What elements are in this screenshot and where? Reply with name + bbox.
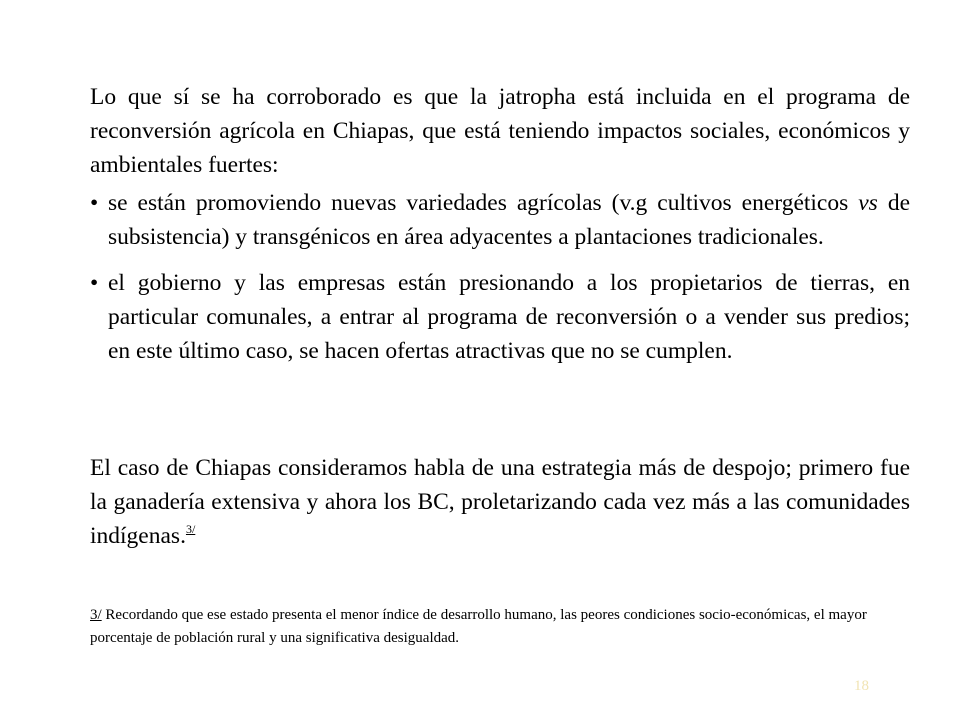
footnote-marker: 3/	[90, 607, 102, 623]
bullet-item-government-pressure	[90, 266, 910, 368]
bullet-text-part1: se están promoviendo nuevas variedades agrícolas (v.g cultivos energéticos	[108, 190, 859, 216]
conclusion-paragraph	[90, 451, 910, 553]
page-number: 18	[854, 678, 869, 694]
bullet-list	[90, 186, 910, 380]
footnote-text: Recordando que ese estado presenta el menor índice de desarrollo humano, las peores condiciones socio-económicas, el mayor porcentaje de población rural y una significativa desigualdad.	[90, 607, 867, 646]
footnote	[90, 604, 900, 650]
conclusion-text: El caso de Chiapas consideramos habla de una estrategia más de despojo; primero fue la ganadería extensiva y ahora los BC, proletarizando cada vez más a las comunidades indígenas.	[90, 455, 910, 549]
bullet-icon: •	[90, 270, 99, 296]
bullet-text-part2: de subsistencia) y transgénicos en área adyacentes a plantaciones tradicionales.	[108, 190, 910, 250]
bullet-icon: •	[90, 190, 99, 216]
bullet-item-new-varieties	[90, 186, 910, 254]
bullet-text-emphasis: vs	[858, 190, 878, 216]
bullet-text: el gobierno y las empresas están presionando a los propietarios de tierras, en particular comunales, a entrar al programa de reconversión o a vender sus predios; en este último caso, se hacen ofertas atractivas que no se cumplen.	[108, 270, 910, 364]
footnote-reference: 3/	[185, 522, 196, 536]
intro-paragraph: Lo que sí se ha corroborado es que la jatropha está incluida en el programa de reconversión agrícola en Chiapas, que está teniendo impactos sociales, económicos y ambientales fuertes:	[90, 84, 910, 178]
